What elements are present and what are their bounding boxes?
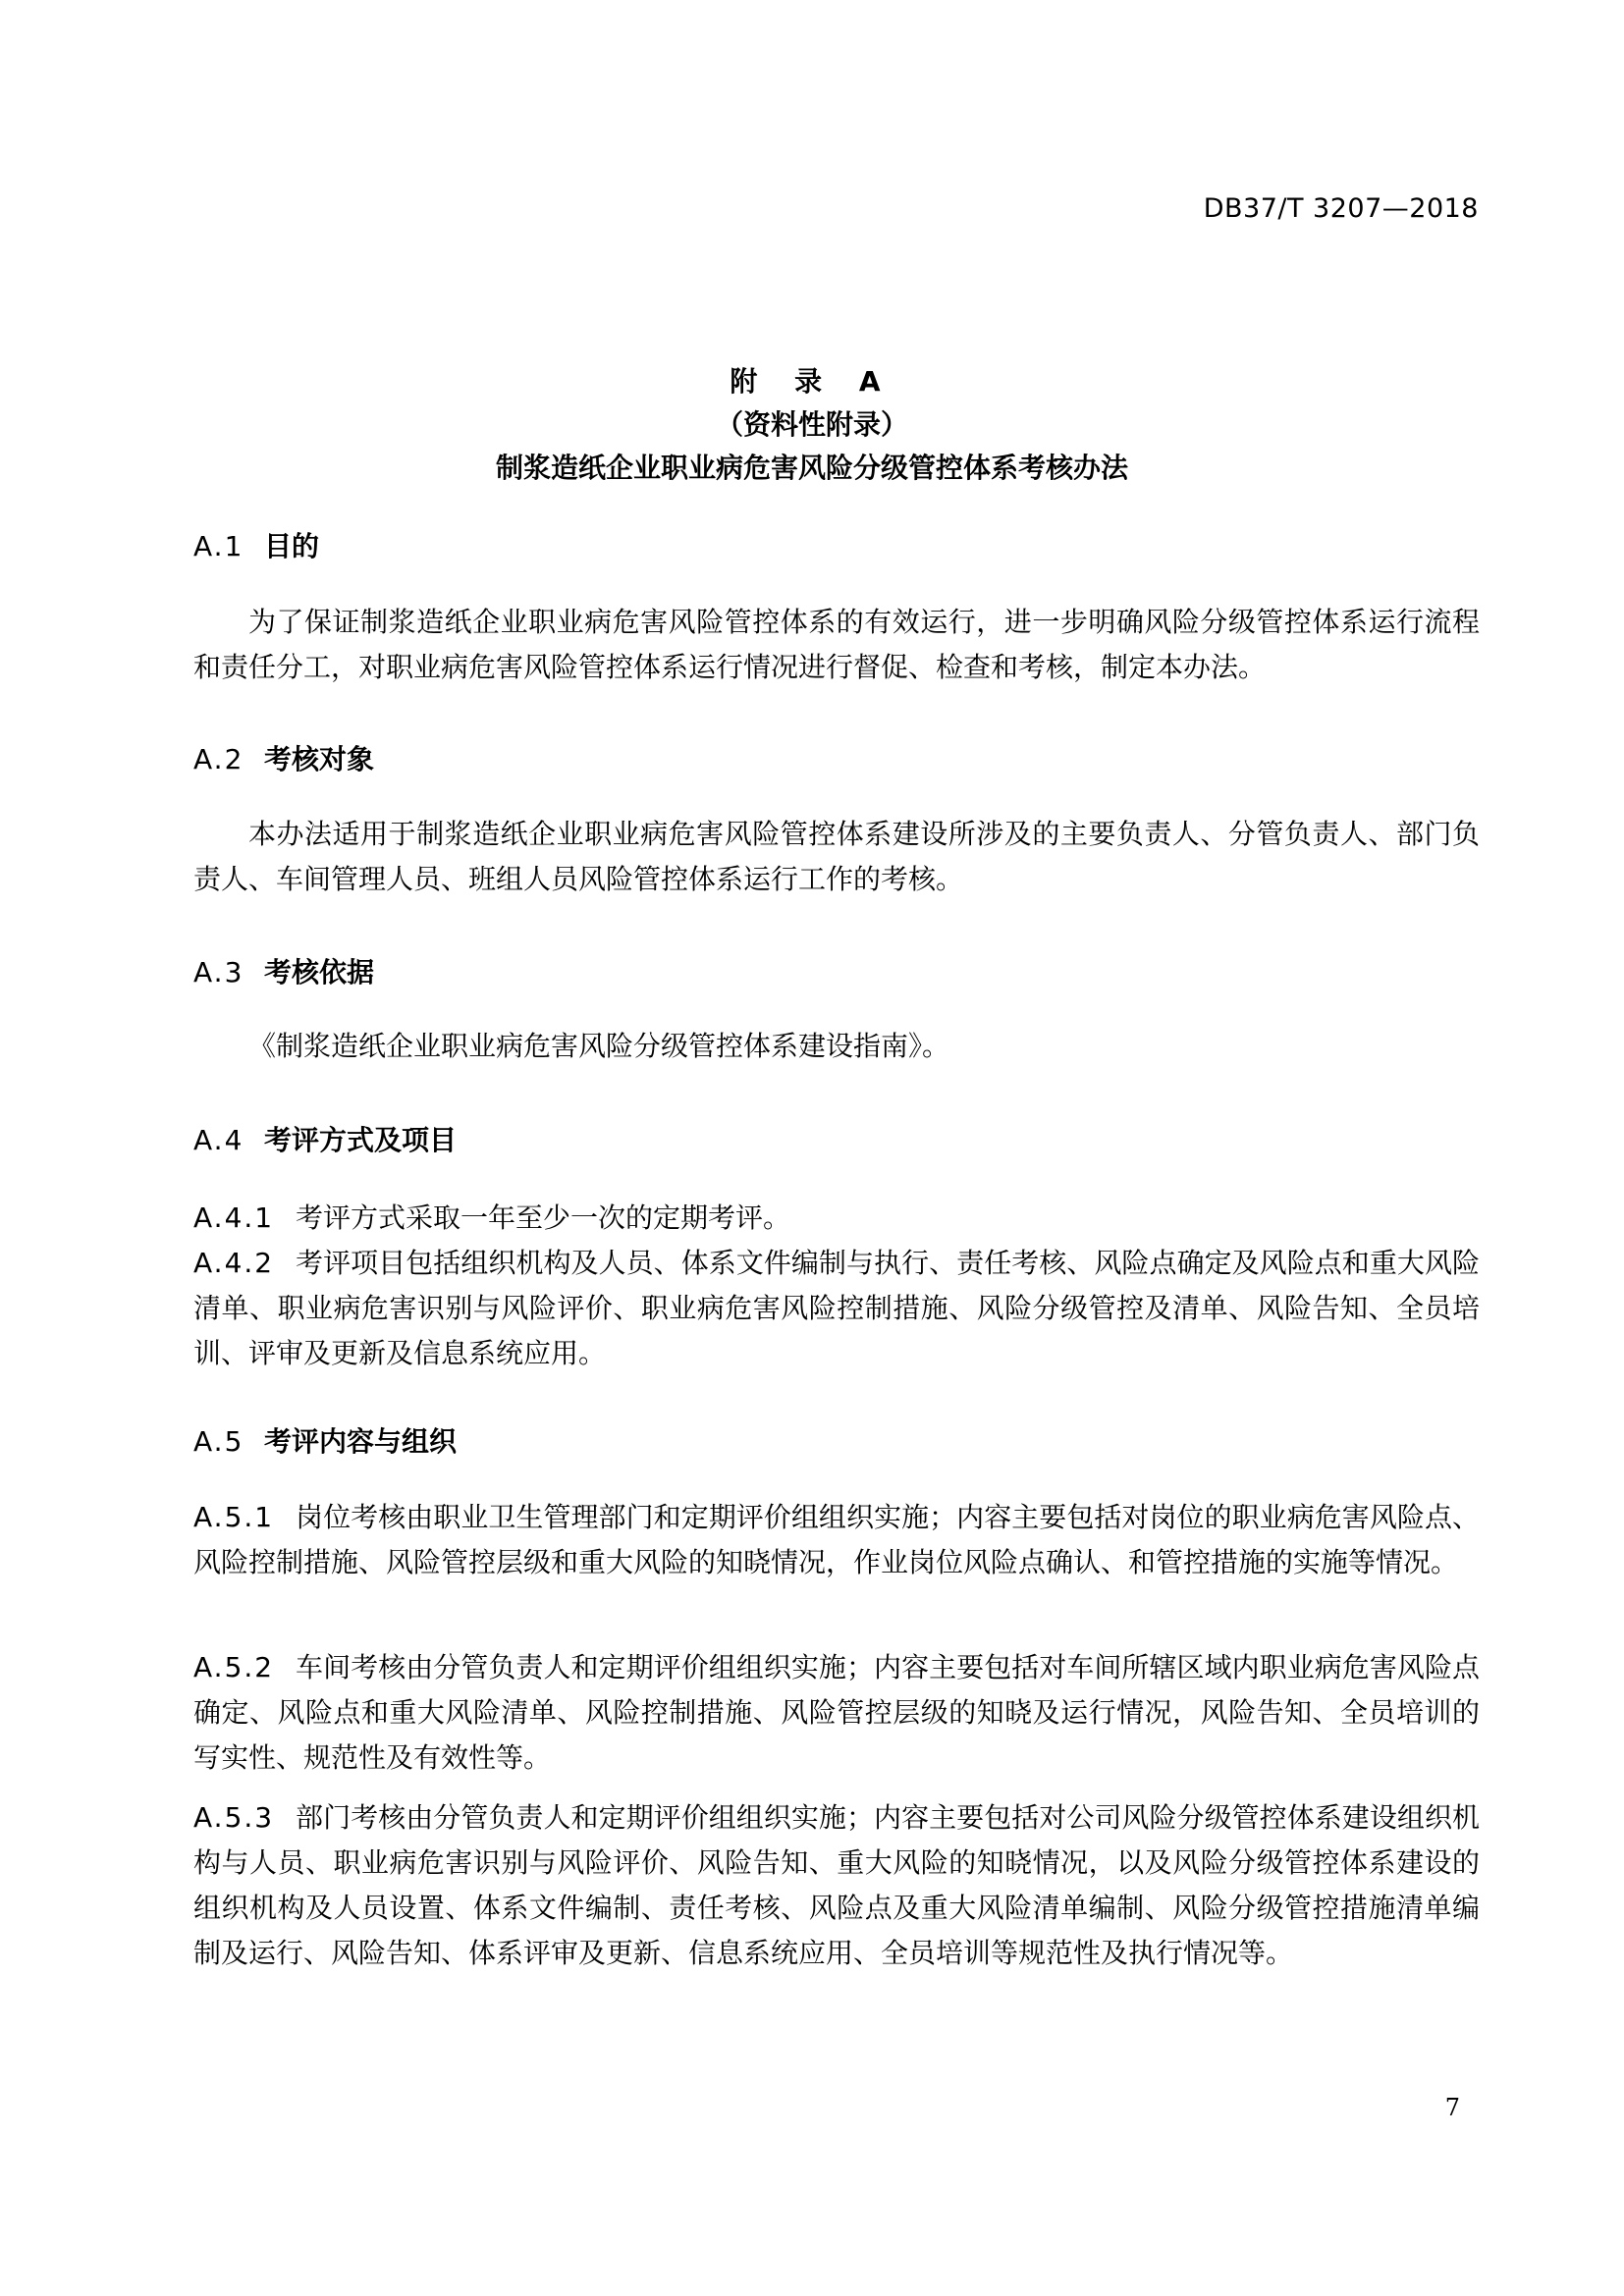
clause-text: 考评项目包括组织机构及人员、体系文件编制与执行、责任考核、风险点确定及风险点和重大风险清单、职业病危害识别与风险评价、职业病危害风险控制措施、风险分级管控及清单、风险告知、全员培训、评审及更新及信息系统应用。 — [193, 1247, 1480, 1369]
section-paragraph-a1: 为了保证制浆造纸企业职业病危害风险管控体系的有效运行，进一步明确风险分级管控体系运行流程和责任分工，对职业病危害风险管控体系运行情况进行督促、检查和考核，制定本办法。 — [193, 606, 1480, 683]
clause-a5-3 — [193, 1795, 1480, 1976]
clause-number: A.5.1 — [193, 1501, 275, 1533]
clause-text: 考评方式采取一年至少一次的定期考评。 — [296, 1201, 791, 1234]
appendix-title: 制浆造纸企业职业病危害风险分级管控体系考核办法 — [495, 452, 1128, 484]
clause-text: 岗位考核由职业卫生管理部门和定期评价组组织实施；内容主要包括对岗位的职业病危害风险点、风险控制措施、风险管控层级和重大风险的知晓情况，作业岗位风险点确认、和管控措施的实施等情况。 — [193, 1501, 1480, 1578]
clause-text: 部门考核由分管负责人和定期评价组组织实施；内容主要包括对公司风险分级管控体系建设组织机构与人员、职业病危害识别与风险评价、风险告知、重大风险的知晓情况，以及风险分级管控体系建设的组织机构及人员设置、体系文件编制、责任考核、风险点及重大风险清单编制、风险分级管控措施清单编制及运行、风险告知、体系评审及更新、信息系统应用、全员培训等规范性及执行情况等。 — [193, 1801, 1480, 1969]
clause-number: A.4.1 — [193, 1201, 275, 1234]
section-title: 考核依据 — [264, 956, 375, 988]
section-heading-a4 — [193, 1119, 457, 1158]
section-title: 考评方式及项目 — [264, 1124, 458, 1156]
section-paragraph-a2: 本办法适用于制浆造纸企业职业病危害风险管控体系建设所涉及的主要负责人、分管负责人、部门负责人、车间管理人员、班组人员风险管控体系运行工作的考核。 — [193, 818, 1480, 895]
section-heading-a3 — [193, 951, 374, 990]
clause-a5-2 — [193, 1645, 1480, 1781]
clause-text: 车间考核由分管负责人和定期评价组组织实施；内容主要包括对车间所辖区域内职业病危害风险点确定、风险点和重大风险清单、风险控制措施、风险管控层级的知晓及运行情况，风险告知、全员培训的写实性、规范性及有效性等。 — [193, 1651, 1480, 1774]
appendix-label: 附 录 A — [730, 365, 894, 398]
page-number: 7 — [1444, 2094, 1460, 2121]
section-heading-a2 — [193, 738, 374, 777]
section-heading-a5 — [193, 1420, 457, 1460]
section-title: 目的 — [264, 530, 320, 562]
section-paragraph-a3: 《制浆造纸企业职业病危害风险分级管控体系建设指南》。 — [248, 1030, 950, 1062]
clause-number: A.5.3 — [193, 1801, 275, 1834]
section-title: 考评内容与组织 — [264, 1425, 458, 1458]
clause-a5-1 — [193, 1495, 1480, 1585]
section-number: A.2 — [193, 743, 244, 775]
section-number: A.1 — [193, 530, 244, 562]
section-number: A.4 — [193, 1124, 244, 1156]
section-number: A.5 — [193, 1425, 244, 1458]
clause-a4-1 — [193, 1196, 1480, 1241]
clause-number: A.5.2 — [193, 1651, 275, 1683]
section-title: 考核对象 — [264, 743, 375, 775]
section-heading-a1 — [193, 525, 319, 564]
clause-number: A.4.2 — [193, 1247, 275, 1279]
section-number: A.3 — [193, 956, 244, 988]
appendix-kind: （资料性附录） — [715, 408, 908, 441]
standard-code: DB37/T 3207—2018 — [1203, 193, 1479, 224]
clause-a4-2 — [193, 1241, 1480, 1376]
